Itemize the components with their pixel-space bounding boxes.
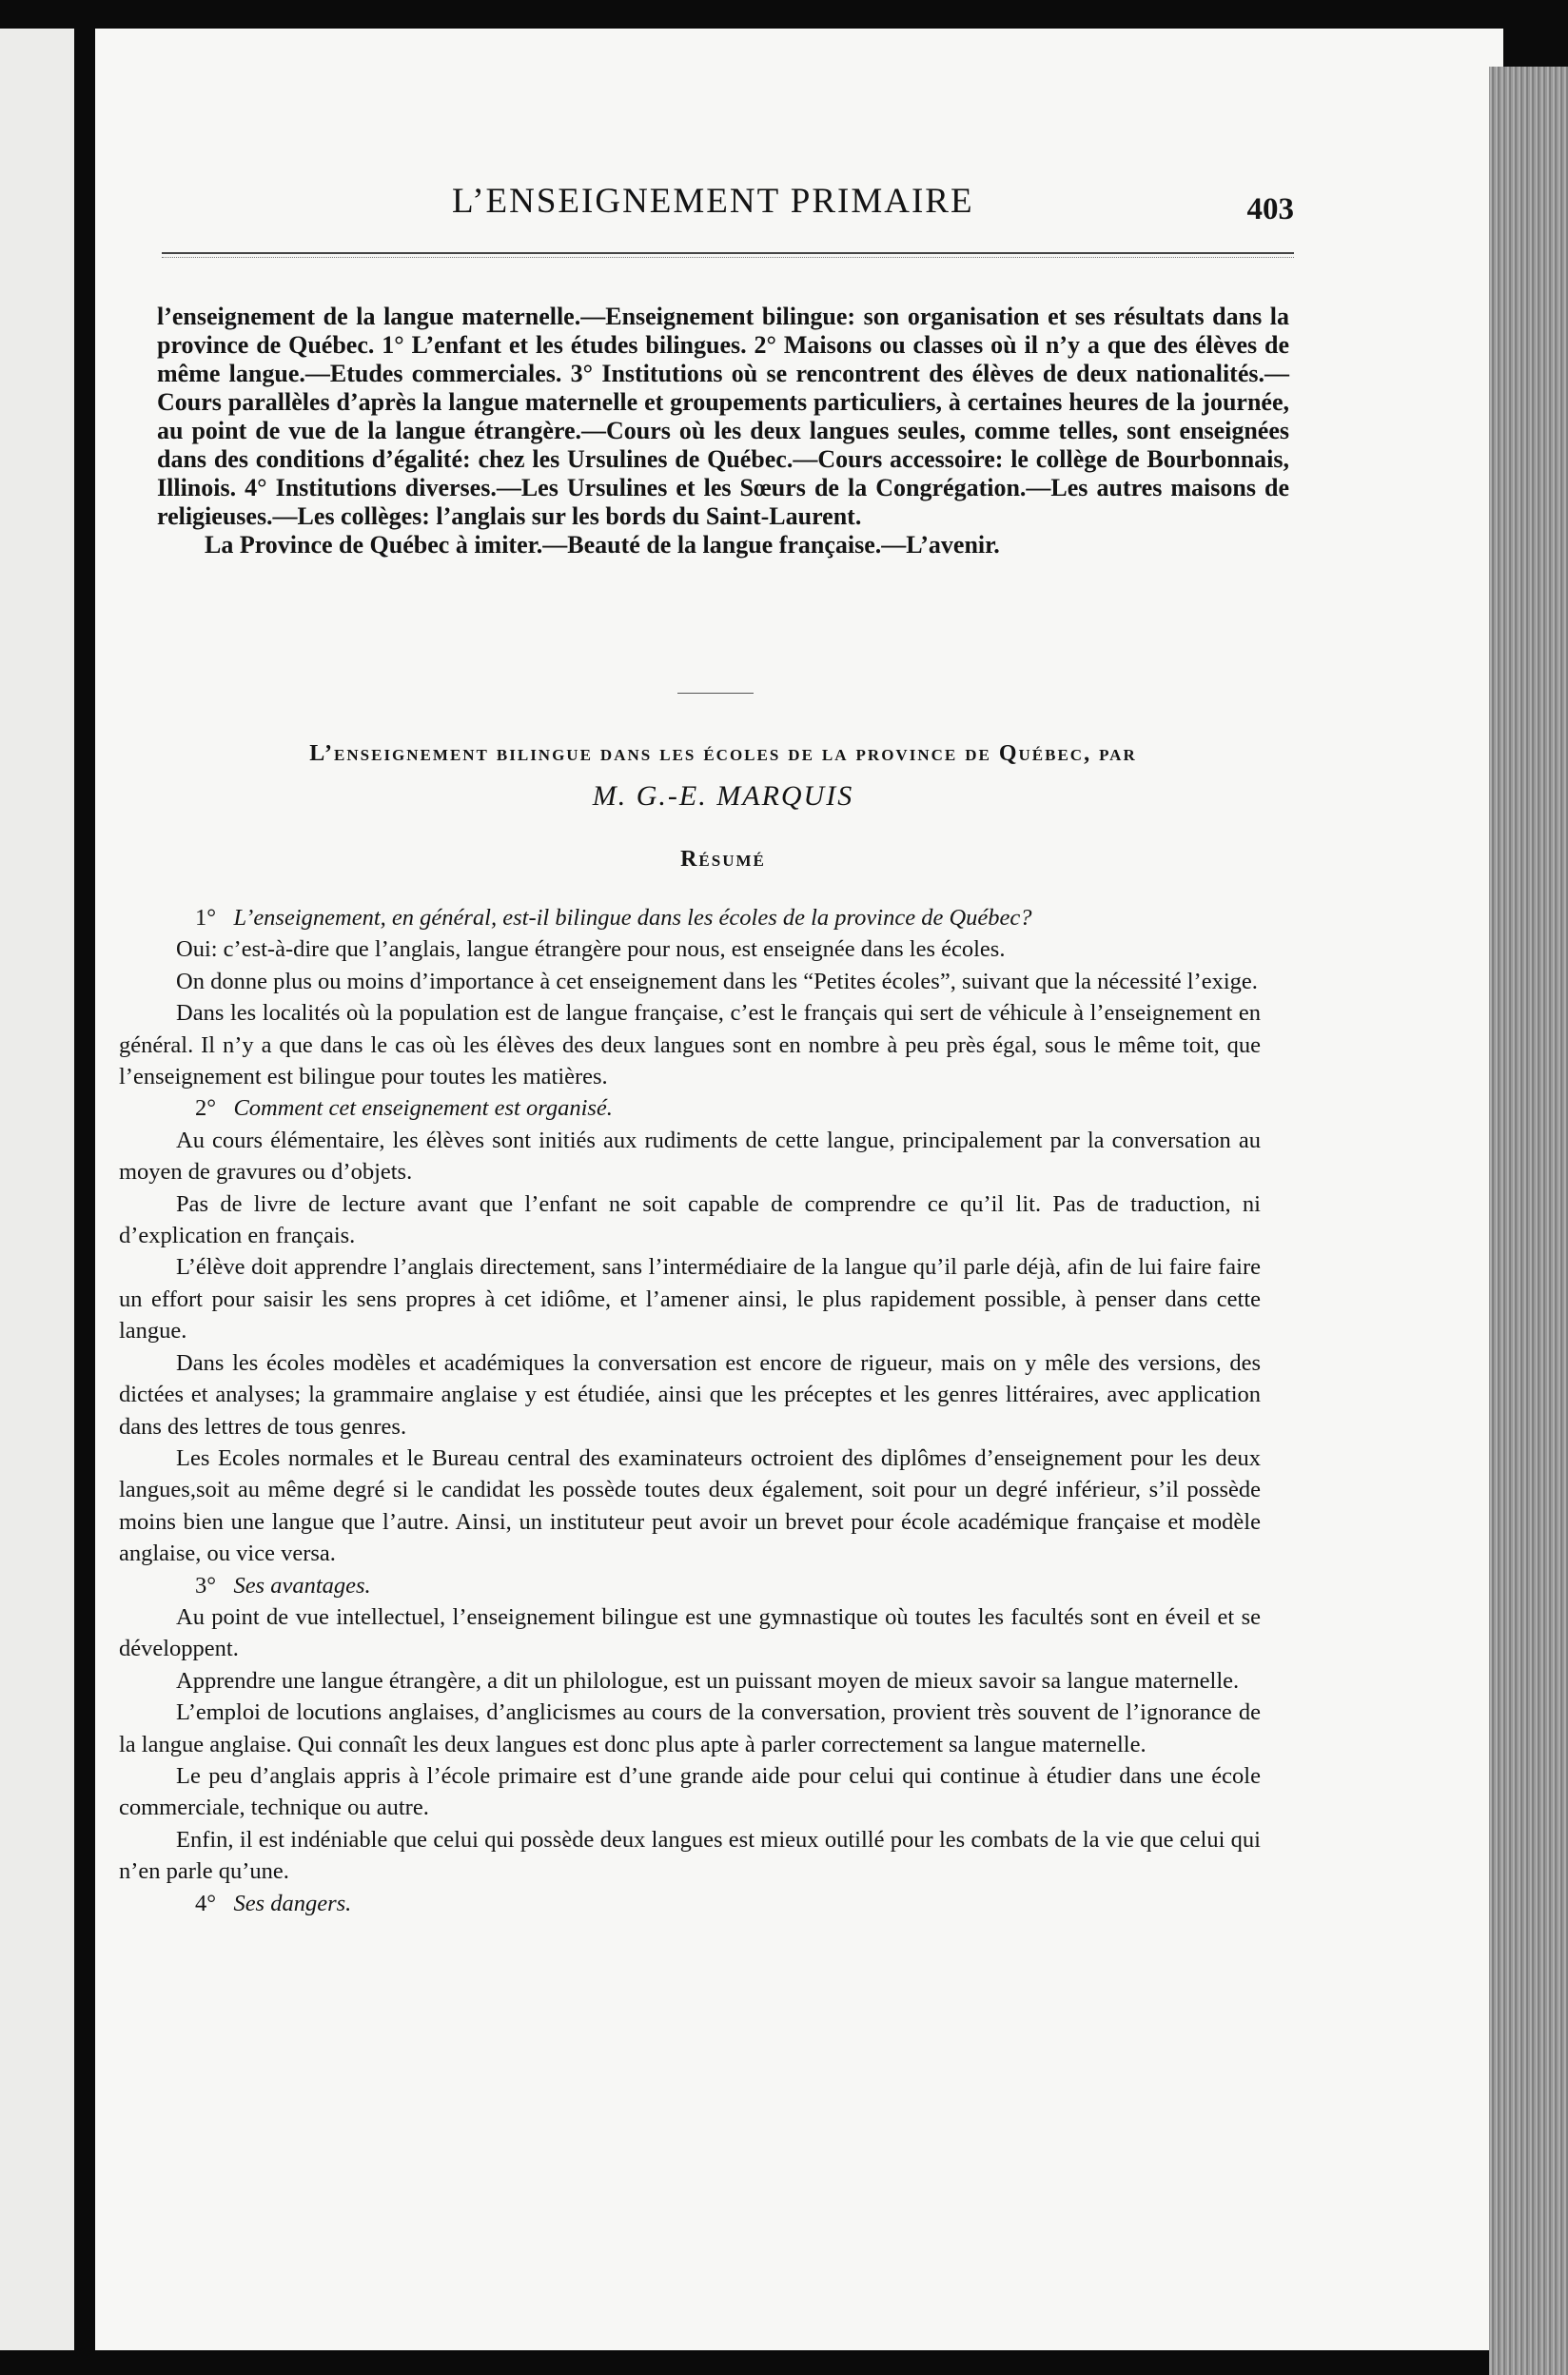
section-separator xyxy=(677,693,754,694)
question-number: 2° xyxy=(195,1095,217,1122)
question-number: 1° xyxy=(195,905,217,931)
body-paragraph: Au point de vue intellectuel, l’enseignement bilingue est une gymnastique où toutes les facultés sont en éveil et se développent. xyxy=(119,1603,1261,1662)
body-paragraph: Dans les écoles modèles et académiques la conversation est encore de rigueur, mais on y mêle des versions, des dictées et analyses; la grammaire anglaise y est étudiée, ainsi que les préceptes et les genres littéraires, avec application dans des lettres de tous genres. xyxy=(119,1349,1261,1440)
body-paragraph: Le peu d’anglais appris à l’école primaire est d’une grande aide pour celui qui continue à étudier dans une école commerciale, technique ou autre. xyxy=(119,1762,1261,1821)
question-heading xyxy=(119,902,1261,933)
body-paragraph: Enfin, il est indéniable que celui qui possède deux langues est mieux outillé pour les combats de la vie que celui qui n’en parle qu’une. xyxy=(119,1826,1261,1885)
resume-heading: Résumé xyxy=(680,847,766,872)
question-heading xyxy=(119,1888,1261,1919)
body-paragraph: Dans les localités où la population est de langue française, c’est le français qui sert de véhicule à l’enseignement en général. Il n’y a que dans le cas où les élèves des deux langues sont en nombre à peu près égal, sous le même toit, que l’enseignement est bilingue pour toutes les matières. xyxy=(119,1000,1261,1090)
body-paragraph: L’emploi de locutions anglaises, d’anglicismes au cours de la conversation, provient très souvent de l’ignorance de la langue anglaise. Qui connaît les deux langues est donc plus apte à parler correctement sa langue maternelle. xyxy=(119,1699,1261,1757)
body-paragraph: Au cours élémentaire, les élèves sont initiés aux rudiments de cette langue, principalement par la conversation au moyen de gravures ou d’objets. xyxy=(119,1127,1261,1186)
article-body xyxy=(119,902,1261,1919)
article-author: M. G.-E. MARQUIS xyxy=(592,780,854,812)
header-rule xyxy=(162,252,1294,258)
page-stack-edge xyxy=(1489,67,1568,2375)
summary-paragraph: La Province de Québec à imiter.—Beauté de la langue française.—L’avenir. xyxy=(205,531,1000,559)
article-title: L’enseignement bilingue dans les écoles de la province de Québec, par xyxy=(309,741,1137,766)
question-text: L’enseignement, en général, est-il bilingue dans les écoles de la province de Québec? xyxy=(233,905,1032,931)
question-number: 3° xyxy=(195,1572,217,1599)
question-heading xyxy=(119,1570,1261,1601)
body-paragraph: On donne plus ou moins d’importance à cet enseignement dans les “Petites écoles”, suivant que la nécessité l’exige. xyxy=(176,968,1258,994)
running-title: L’ENSEIGNEMENT PRIMAIRE xyxy=(452,182,974,221)
summary-paragraph: l’enseignement de la langue maternelle.—Enseignement bilingue: son organisation et ses résultats dans la province de Québec. 1° L’enfant et les études bilingues. 2° Maisons ou classes où il n’y a que des élèves de même langue.—Etudes commerciales. 3° Institutions où se rencontrent des élèves de deux nationalités.—Cours parallèles d’après la langue maternelle et groupements particuliers, à certaines heures de la journée, au point de vue de la langue étrangère.—Cours où les deux langues seules, comme telles, sont enseignées dans des conditions d’égalité: chez les Ursulines de Québec.—Cours accessoire: le collège de Bourbonnais, Illinois. 4° Institutions diverses.—Les Ursulines et les Sœurs de la Congrégation.—Les autres maisons de religieuses.—Les collèges: l’anglais sur les bords du Saint-Laurent. xyxy=(157,303,1289,530)
facing-page-edge xyxy=(0,29,74,2350)
page-number: 403 xyxy=(1246,192,1294,226)
body-paragraph: Apprendre une langue étrangère, a dit un philologue, est un puissant moyen de mieux savoir sa langue maternelle. xyxy=(176,1667,1240,1694)
question-text: Ses avantages. xyxy=(233,1572,371,1599)
body-paragraph: Oui: c’est-à-dire que l’anglais, langue étrangère pour nous, est enseignée dans les écoles. xyxy=(176,936,1006,963)
question-text: Ses dangers. xyxy=(233,1890,352,1916)
question-number: 4° xyxy=(195,1890,217,1916)
question-heading xyxy=(119,1092,1261,1124)
body-paragraph: Les Ecoles normales et le Bureau central des examinateurs octroient des diplômes d’enseignement pour les deux langues,soit au même degré si le candidat les possède toutes deux également, soit pour un degré inférieur, s’il possède moins bien une langue que l’autre. Ainsi, un instituteur peut avoir un brevet pour école académique française et modèle anglaise, ou vice versa. xyxy=(119,1444,1261,1567)
body-paragraph: L’élève doit apprendre l’anglais directement, sans l’intermédiaire de la langue qu’il parle déjà, afin de lui faire faire un effort pour saisir les sens propres à cet idiôme, et l’amener ainsi, le plus rapidement possible, à penser dans cette langue. xyxy=(119,1254,1261,1345)
body-paragraph: Pas de livre de lecture avant que l’enfant ne soit capable de comprendre ce qu’il lit. Pas de traduction, ni d’explication en français. xyxy=(119,1190,1261,1249)
chapter-summary xyxy=(157,303,1289,559)
question-text: Comment cet enseignement est organisé. xyxy=(233,1095,613,1122)
